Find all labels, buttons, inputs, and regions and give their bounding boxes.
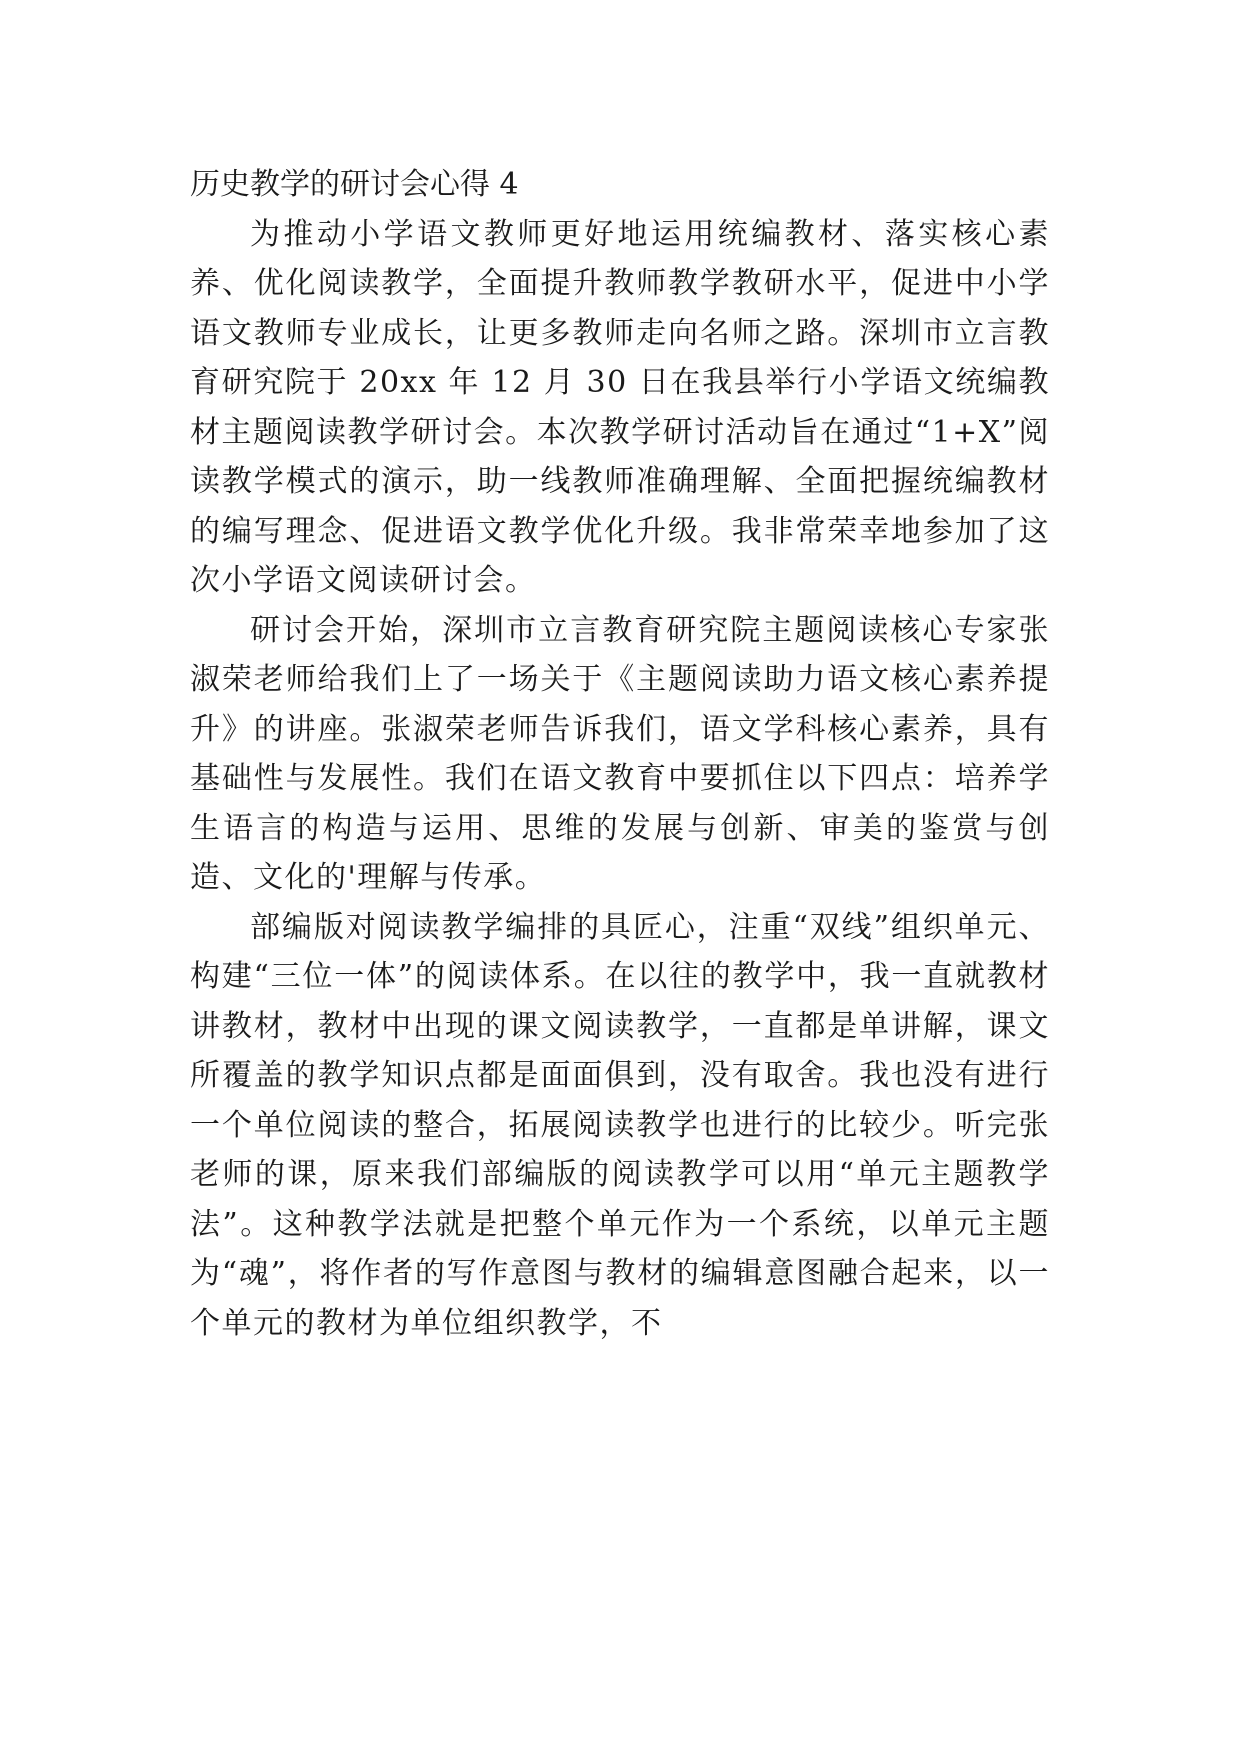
paragraph-3: 部编版对阅读教学编排的具匠心，注重“双线”组织单元、构建“三位一体”的阅读体系。在以往的教学中，我一直就教材讲教材，教材中出现的课文阅读教学，一直都是单讲解，课文所覆盖的教学知识点都是面面俱到，没有取舍。我也没有进行一个单位阅读的整合，拓展阅读教学也进行的比较少。听完张老师的课，原来我们部编版的阅读教学可以用“单元主题教学法”。这种教学法就是把整个单元作为一个系统，以单元主题为“魂”，将作者的写作意图与教材的编辑意图融合起来，以一个单元的教材为单位组织教学，不 [190,909,1050,1341]
document-title: 历史教学的研讨会心得 4 [190,167,519,202]
paragraph-2: 研讨会开始，深圳市立言教育研究院主题阅读核心专家张淑荣老师给我们上了一场关于《主题阅读助力语文核心素养提升》的讲座。张淑荣老师告诉我们，语文学科核心素养，具有基础性与发展性。我们在语文教育中要抓住以下四点：培养学生语言的构造与运用、思维的发展与创新、审美的鉴赏与创造、文化的'理解与传承。 [190,612,1050,895]
document-body [190,160,1050,1348]
paragraph-1: 为推动小学语文教师更好地运用统编教材、落实核心素养、优化阅读教学，全面提升教师教学教研水平，促进中小学语文教师专业成长，让更多教师走向名师之路。深圳市立言教育研究院于 20xx 年 12 月 30 日在我县举行小学语文统编教材主题阅读教学研讨会。本次教学研讨活动旨在通过“1+X”阅读教学模式的演示，助一线教师准确理解、全面把握统编教材的编写理念、促进语文教学优化升级。我非常荣幸地参加了这次小学语文阅读研讨会。 [190,216,1050,598]
